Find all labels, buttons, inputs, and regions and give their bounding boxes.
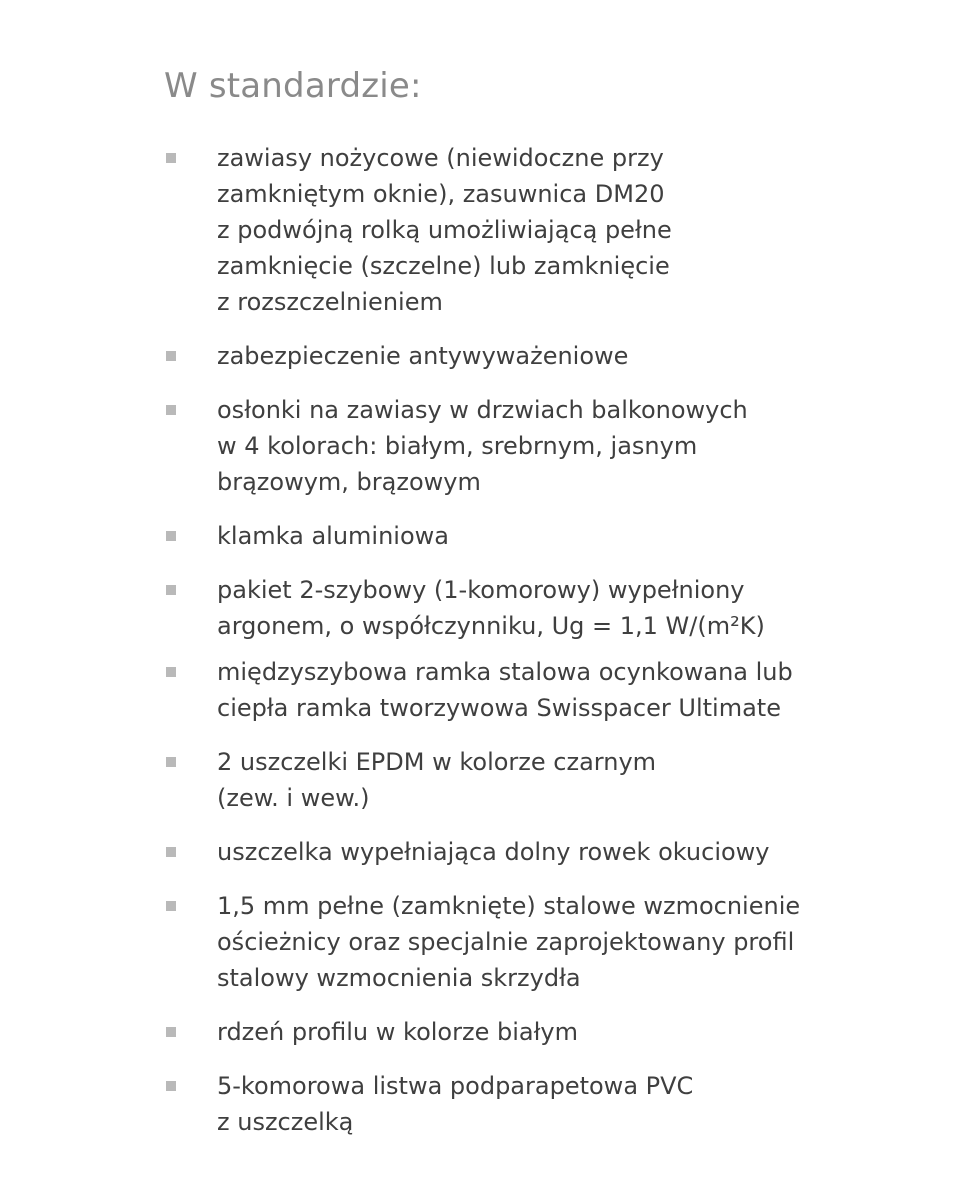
list-item-line: stalowy wzmocnienia skrzydła xyxy=(217,964,581,992)
list-item xyxy=(164,518,844,554)
list-item-line: zawiasy nożycowe (niewidoczne przy xyxy=(217,144,664,172)
square-bullet-icon xyxy=(166,757,176,767)
list-item-line: zamkniętym oknie), zasuwnica DM20 xyxy=(217,180,665,208)
list-item xyxy=(164,1068,844,1140)
list-item-line: brązowym, brązowym xyxy=(217,468,481,496)
list-item-line: osłonki na zawiasy w drzwiach balkonowych xyxy=(217,396,748,424)
list-item-line: 1,5 mm pełne (zamknięte) stalowe wzmocnienie xyxy=(217,892,801,920)
page-title: W standardzie: xyxy=(164,66,422,106)
square-bullet-icon xyxy=(166,1027,176,1037)
list-item-line: w 4 kolorach: białym, srebrnym, jasnym xyxy=(217,432,698,460)
list-item-line: klamka aluminiowa xyxy=(217,522,449,550)
square-bullet-icon xyxy=(166,585,176,595)
list-item xyxy=(164,338,844,374)
square-bullet-icon xyxy=(166,405,176,415)
list-item-line: (zew. i wew.) xyxy=(217,784,370,812)
square-bullet-icon xyxy=(166,1081,176,1091)
list-item-line: 2 uszczelki EPDM w kolorze czarnym xyxy=(217,748,657,776)
square-bullet-icon xyxy=(166,847,176,857)
list-item xyxy=(164,572,844,644)
list-item xyxy=(164,834,844,870)
list-item-line: zamknięcie (szczelne) lub zamknięcie xyxy=(217,252,670,280)
list-item-line: z podwójną rolką umożliwiającą pełne xyxy=(217,216,672,244)
list-item-line: zabezpieczenie antywyważeniowe xyxy=(217,342,629,370)
list-item-line: międzyszybowa ramka stalowa ocynkowana lub xyxy=(217,658,793,686)
list-item-line: z rozszczelnieniem xyxy=(217,288,443,316)
square-bullet-icon xyxy=(166,667,176,677)
list-item-line: 5-komorowa listwa podparapetowa PVC xyxy=(217,1072,694,1100)
square-bullet-icon xyxy=(166,153,176,163)
list-item xyxy=(164,392,844,500)
list-item-line: pakiet 2-szybowy (1-komorowy) wypełniony xyxy=(217,576,745,604)
list-item-line: argonem, o współczynniku, Ug = 1,1 W/(m²K) xyxy=(217,612,765,640)
square-bullet-icon xyxy=(166,531,176,541)
list-item-line: rdzeń profilu w kolorze białym xyxy=(217,1018,578,1046)
list-item-line: ościeżnicy oraz specjalnie zaprojektowany profil xyxy=(217,928,795,956)
square-bullet-icon xyxy=(166,351,176,361)
square-bullet-icon xyxy=(166,901,176,911)
list-item xyxy=(164,654,844,726)
list-item-line: uszczelka wypełniająca dolny rowek okuciowy xyxy=(217,838,770,866)
list-item xyxy=(164,744,844,816)
list-item-line: z uszczelką xyxy=(217,1108,354,1136)
feature-list xyxy=(164,140,844,1140)
list-item xyxy=(164,1014,844,1050)
list-item xyxy=(164,140,844,320)
list-item-line: ciepła ramka tworzywowa Swisspacer Ultimate xyxy=(217,694,781,722)
list-item xyxy=(164,888,844,996)
content xyxy=(164,62,844,1158)
